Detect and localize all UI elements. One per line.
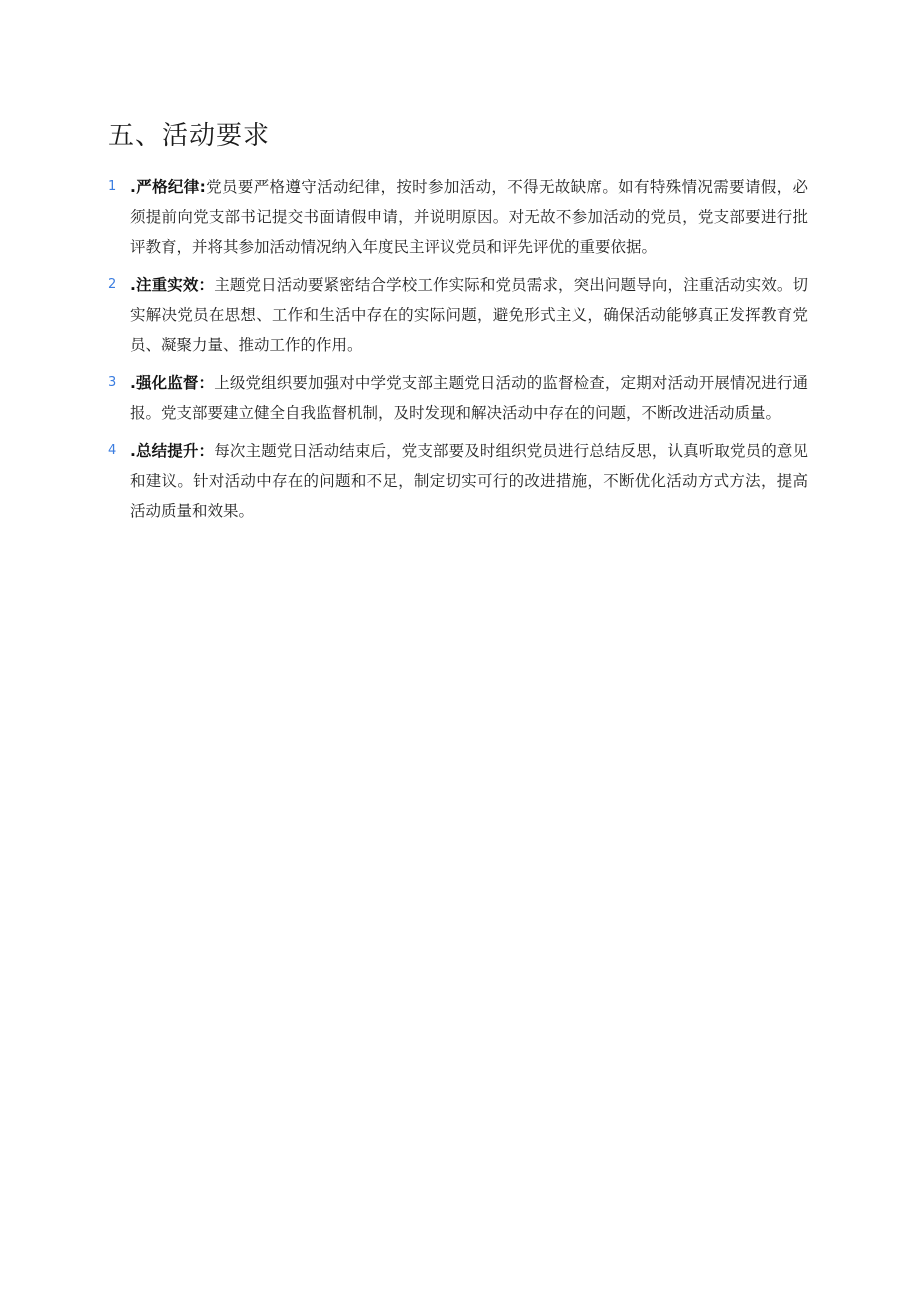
list-item-heading: .注重实效 (130, 276, 199, 294)
list-item-separator: ： (198, 276, 215, 294)
section-title: 五、活动要求 (108, 121, 271, 151)
list-item-separator: ： (198, 442, 215, 460)
requirements-list (108, 172, 808, 534)
list-item (108, 270, 808, 360)
list-item-body: 党员要严格遵守活动纪律，按时参加活动，不得无故缺席。如有特殊情况需要请假，必须提前向党支部书记提交书面请假申请，并说明原因。对无故不参加活动的党员，党支部要进行批评教育，并将其参加活动情况纳入年度民主评议党员和评先评优的重要依据。 (130, 178, 808, 256)
list-item (108, 368, 808, 428)
list-item-separator: : (199, 178, 206, 196)
list-item-body: 每次主题党日活动结束后，党支部要及时组织党员进行总结反思，认真听取党员的意见和建议。针对活动中存在的问题和不足，制定切实可行的改进措施，不断优化活动方式方法，提高活动质量和效果。 (130, 442, 808, 520)
list-item-number: 4 (108, 443, 117, 458)
list-item-number: 3 (108, 375, 117, 390)
list-item-heading: .强化监督 (130, 374, 199, 392)
list-item (108, 172, 808, 262)
list-item-number: 1 (108, 179, 117, 194)
list-item-heading: .总结提升 (130, 442, 199, 460)
list-item-body: 上级党组织要加强对中学党支部主题党日活动的监督检查，定期对活动开展情况进行通报。党支部要建立健全自我监督机制，及时发现和解决活动中存在的问题，不断改进活动质量。 (130, 374, 808, 422)
list-item-body: 主题党日活动要紧密结合学校工作实际和党员需求，突出问题导向，注重活动实效。切实解决党员在思想、工作和生活中存在的实际问题，避免形式主义，确保活动能够真正发挥教育党员、凝聚力量、推动工作的作用。 (130, 276, 808, 354)
list-item-heading: .严格纪律 (130, 178, 200, 196)
list-item-number: 2 (108, 277, 117, 292)
list-item (108, 436, 808, 526)
list-item-separator: ： (198, 374, 215, 392)
